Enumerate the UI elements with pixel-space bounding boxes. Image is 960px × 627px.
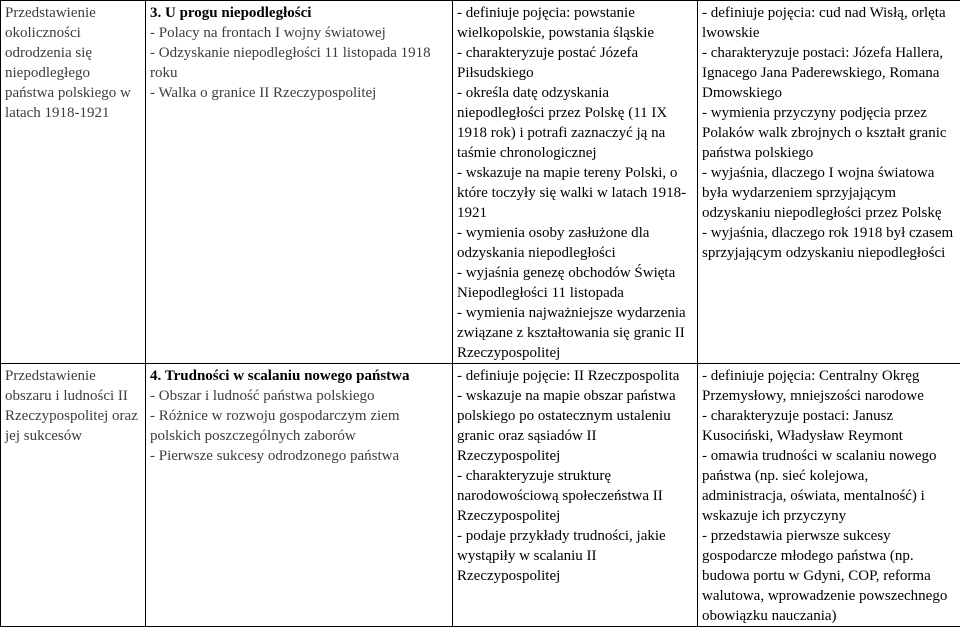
requirement-item: - określa datę odzyskania niepodległości przez Polskę (11 IX 1918 rok) i potrafi zaznaczyć ją na taśmie chronologicznej bbox=[457, 83, 693, 163]
topic-text: Przedstawienie obszaru i ludności II Rzeczypospolitej oraz jej sukcesów bbox=[5, 368, 138, 444]
requirement-item: - wskazuje na mapie obszar państwa polskiego po ostatecznym ustaleniu granic oraz sąsiadów II Rzeczypospolitej bbox=[457, 386, 693, 466]
topic-text: Przedstawienie okoliczności odrodzenia się niepodległego państwa polskiego w latach 1918-1921 bbox=[5, 5, 131, 121]
requirement-item: - definiuje pojęcia: powstanie wielkopolskie, powstania śląskie bbox=[457, 3, 693, 43]
extended-requirements-cell bbox=[698, 364, 960, 627]
lesson-item: - Polacy na frontach I wojny światowej bbox=[150, 23, 448, 43]
requirement-item: - omawia trudności w scalaniu nowego państwa (np. sieć kolejowa, administracja, oświata, mentalność) i wskazuje ich przyczyny bbox=[702, 446, 956, 526]
lesson-item: - Różnice w rozwoju gospodarczym ziem polskich poszczególnych zaborów bbox=[150, 406, 448, 446]
requirement-item: - wymienia najważniejsze wydarzenia związane z kształtowania się granic II Rzeczypospolitej bbox=[457, 303, 693, 363]
basic-requirements-cell bbox=[453, 364, 698, 627]
lesson-item: - Odzyskanie niepodległości 11 listopada 1918 roku bbox=[150, 43, 448, 83]
requirement-item: - definiuje pojęcia: Centralny Okręg Przemysłowy, mniejszości narodowe bbox=[702, 366, 956, 406]
requirement-item: - podaje przykłady trudności, jakie wystąpiły w scalaniu II Rzeczypospolitej bbox=[457, 526, 693, 586]
requirement-item: - charakteryzuje strukturę narodowościową społeczeństwa II Rzeczypospolitej bbox=[457, 466, 693, 526]
topic-cell bbox=[1, 364, 146, 627]
lesson-title: 3. U progu niepodległości bbox=[150, 3, 448, 23]
lesson-item: - Pierwsze sukcesy odrodzonego państwa bbox=[150, 446, 448, 466]
lesson-cell bbox=[146, 1, 453, 364]
requirement-item: - wskazuje na mapie tereny Polski, o które toczyły się walki w latach 1918-1921 bbox=[457, 163, 693, 223]
requirement-item: - wymienia przyczyny podjęcia przez Polaków walk zbrojnych o kształt granic państwa polskiego bbox=[702, 103, 956, 163]
requirement-item: - charakteryzuje postaci: Janusz Kusociński, Władysław Reymont bbox=[702, 406, 956, 446]
lesson-cell bbox=[146, 364, 453, 627]
topic-cell bbox=[1, 1, 146, 364]
requirement-item: - przedstawia pierwsze sukcesy gospodarcze młodego państwa (np. budowa portu w Gdyni, COP, reforma walutowa, wprowadzenie powszechnego obowiązku nauczania) bbox=[702, 526, 956, 626]
lesson-item: - Obszar i ludność państwa polskiego bbox=[150, 386, 448, 406]
requirement-item: - definiuje pojęcie: II Rzeczpospolita bbox=[457, 366, 693, 386]
requirement-item: - wymienia osoby zasłużone dla odzyskania niepodległości bbox=[457, 223, 693, 263]
requirement-item: - wyjaśnia, dlaczego rok 1918 był czasem sprzyjającym odzyskaniu niepodległości bbox=[702, 223, 956, 263]
requirement-item: - wyjaśnia, dlaczego I wojna światowa była wydarzeniem sprzyjającym odzyskaniu niepodległości przez Polskę bbox=[702, 163, 956, 223]
requirement-item: - charakteryzuje postać Józefa Piłsudskiego bbox=[457, 43, 693, 83]
basic-requirements-cell bbox=[453, 1, 698, 364]
requirement-item: - wyjaśnia genezę obchodów Święta Niepodległości 11 listopada bbox=[457, 263, 693, 303]
table-row bbox=[1, 1, 960, 364]
requirement-item: - definiuje pojęcia: cud nad Wisłą, orlęta lwowskie bbox=[702, 3, 956, 43]
lesson-title: 4. Trudności w scalaniu nowego państwa bbox=[150, 366, 448, 386]
lesson-item: - Walka o granice II Rzeczypospolitej bbox=[150, 83, 448, 103]
table-row bbox=[1, 364, 960, 627]
extended-requirements-cell bbox=[698, 1, 960, 364]
requirement-item: - charakteryzuje postaci: Józefa Hallera, Ignacego Jana Paderewskiego, Romana Dmowskiego bbox=[702, 43, 956, 103]
